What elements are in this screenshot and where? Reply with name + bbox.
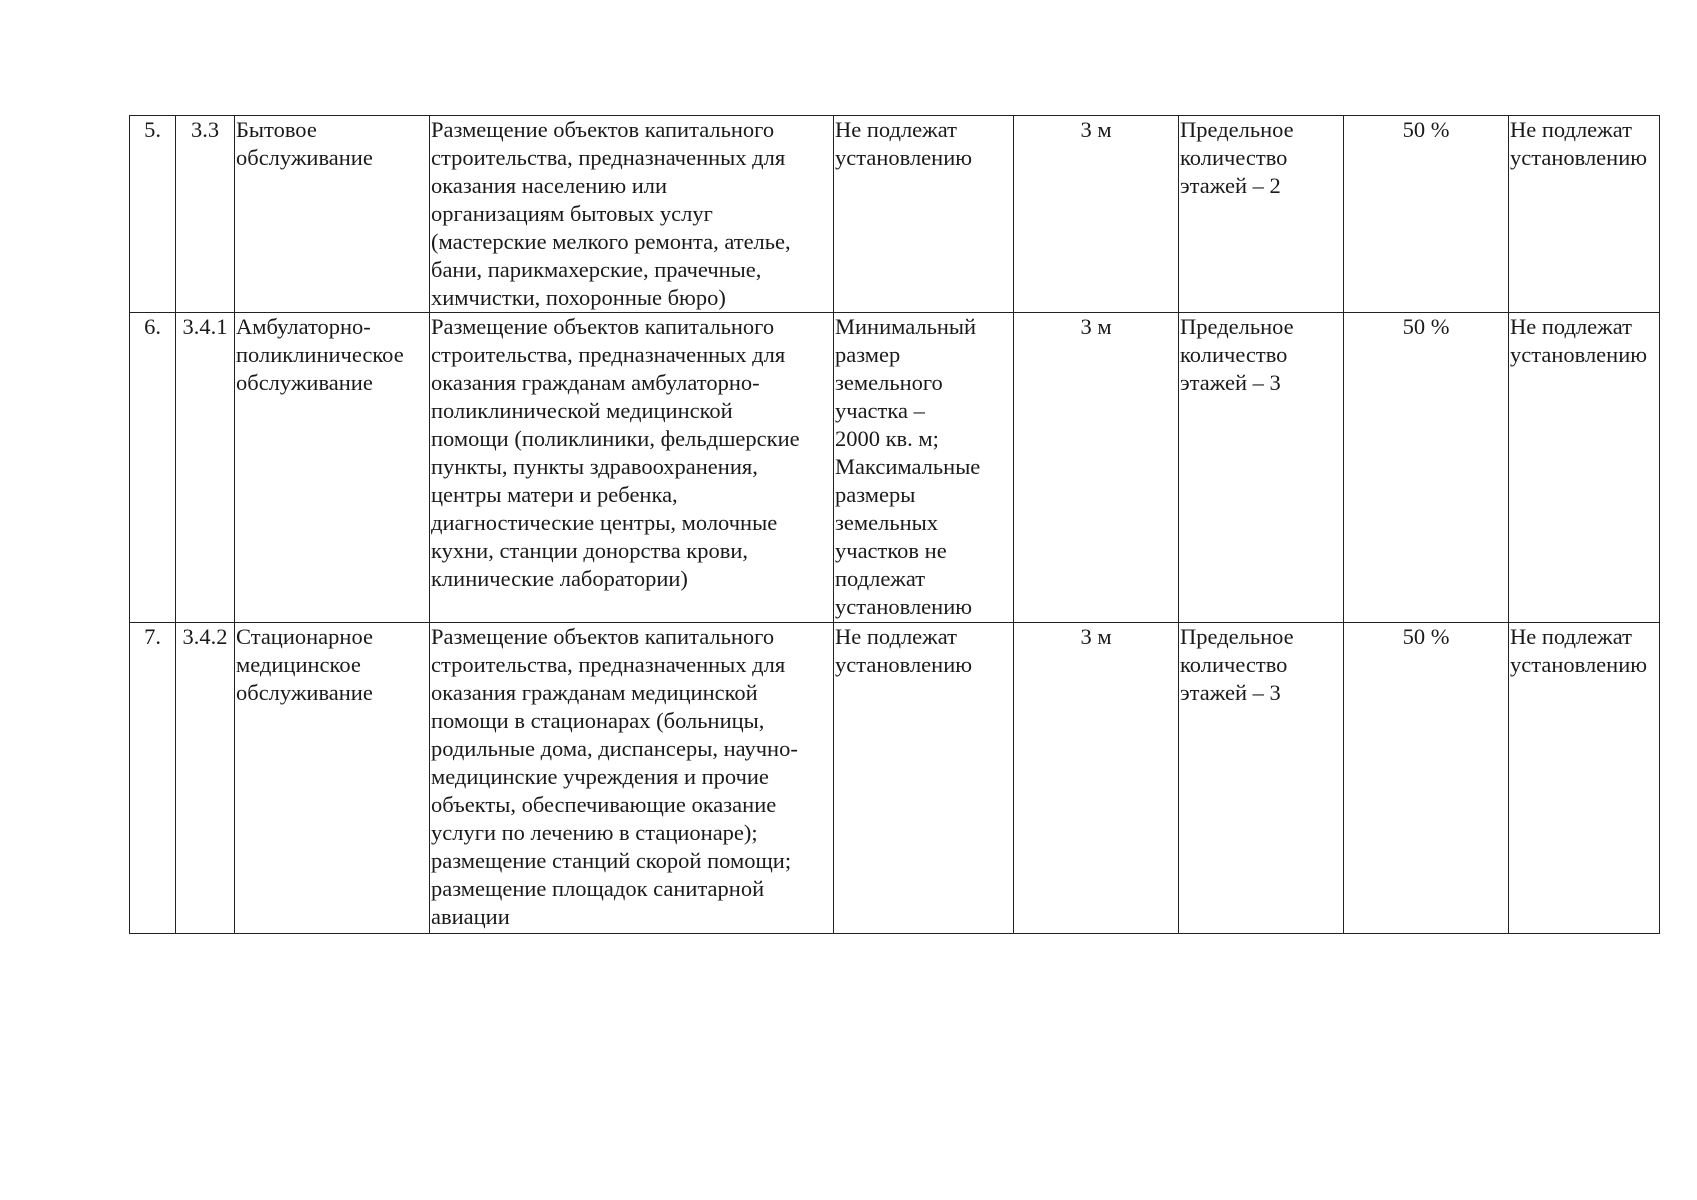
use-type-name-line: Стационарное — [236, 624, 373, 649]
plot-size-limits-line: земельного — [835, 370, 943, 395]
use-description-line: кухни, станции донорства крови, — [431, 538, 749, 563]
max-coverage-cell: 50 % — [1344, 623, 1509, 934]
classifier-code-cell: 3.3 — [176, 116, 235, 313]
use-type-name-line: Бытовое — [236, 117, 317, 142]
use-description-cell — [430, 623, 834, 934]
plot-size-limits-line: Минимальный — [835, 314, 977, 339]
use-description-line: строительства, предназначенных для — [431, 652, 786, 677]
use-description-line: размещение станций скорой помощи; — [431, 848, 792, 873]
use-description-line: помощи (поликлиники, фельдшерские — [431, 426, 800, 451]
plot-size-limits-cell — [834, 623, 1014, 934]
classifier-code-cell: 3.4.2 — [176, 623, 235, 934]
table-row — [130, 313, 1660, 623]
other-limits-cell — [1509, 313, 1660, 623]
plot-size-limits-line: земельных — [835, 510, 938, 535]
use-description-line: пункты, пункты здравоохранения, — [431, 454, 758, 479]
use-description-line: строительства, предназначенных для — [431, 145, 786, 170]
plot-size-limits-line: размер — [835, 342, 901, 367]
min-setback-cell: 3 м — [1014, 116, 1179, 313]
floor-limit-line: Предельное — [1180, 117, 1294, 142]
use-description-line: поликлинической медицинской — [431, 398, 733, 423]
plot-size-limits-line: размеры — [835, 482, 916, 507]
plot-size-limits-line: установлению — [835, 145, 973, 170]
table-row — [130, 623, 1660, 934]
use-type-name-line: Амбулаторно- — [236, 314, 371, 339]
use-description-line: Размещение объектов капитального — [431, 314, 775, 339]
use-description-line: Размещение объектов капитального — [431, 624, 775, 649]
max-coverage-cell: 50 % — [1344, 313, 1509, 623]
use-description-line: авиации — [431, 904, 510, 929]
use-description-line: объекты, обеспечивающие оказание — [431, 792, 777, 817]
plot-size-limits-line: установлению — [835, 594, 973, 619]
other-limits-line: Не подлежат — [1510, 314, 1632, 339]
floor-limit-line: Предельное — [1180, 314, 1294, 339]
plot-size-limits-line: установлению — [835, 652, 973, 677]
use-type-name-cell — [235, 313, 430, 623]
use-description-line: услуги по лечению в стационаре); — [431, 820, 758, 845]
other-limits-line: установлению — [1510, 652, 1648, 677]
other-limits-cell — [1509, 116, 1660, 313]
use-description-cell — [430, 116, 834, 313]
max-coverage-cell: 50 % — [1344, 116, 1509, 313]
floor-limit-line: количество — [1180, 652, 1288, 677]
floor-limit-cell — [1179, 313, 1344, 623]
other-limits-line: Не подлежат — [1510, 624, 1632, 649]
plot-size-limits-line: Не подлежат — [835, 117, 957, 142]
use-description-line: Размещение объектов капитального — [431, 117, 775, 142]
use-description-line: клинические лаборатории) — [431, 566, 688, 591]
plot-size-limits-line: Не подлежат — [835, 624, 957, 649]
use-description-line: строительства, предназначенных для — [431, 342, 786, 367]
floor-limit-line: количество — [1180, 342, 1288, 367]
floor-limit-line: этажей – 3 — [1180, 370, 1281, 395]
use-description-line: родильные дома, диспансеры, научно- — [431, 736, 798, 761]
use-description-cell — [430, 313, 834, 623]
use-description-line: медицинские учреждения и прочие — [431, 764, 769, 789]
plot-size-limits-line: участков не — [835, 538, 947, 563]
plot-size-limits-line: подлежат — [835, 566, 926, 591]
row-number-cell: 6. — [130, 313, 176, 623]
use-type-name-line: обслуживание — [236, 370, 373, 395]
use-type-name-cell — [235, 116, 430, 313]
use-type-name-line: поликлиническое — [236, 342, 404, 367]
other-limits-line: установлению — [1510, 342, 1648, 367]
use-description-line: центры матери и ребенка, — [431, 482, 678, 507]
use-description-line: помощи в стационарах (больницы, — [431, 708, 765, 733]
use-description-line: химчистки, похоронные бюро) — [431, 285, 726, 310]
floor-limit-line: количество — [1180, 145, 1288, 170]
floor-limit-line: Предельное — [1180, 624, 1294, 649]
floor-limit-cell — [1179, 116, 1344, 313]
plot-size-limits-line: участка – — [835, 398, 925, 423]
plot-size-limits-line: Максимальные — [835, 454, 981, 479]
plot-size-limits-cell — [834, 313, 1014, 623]
use-description-line: бани, парикмахерские, прачечные, — [431, 257, 762, 282]
other-limits-line: установлению — [1510, 145, 1648, 170]
use-description-line: оказания гражданам амбулаторно- — [431, 370, 760, 395]
use-type-name-line: обслуживание — [236, 680, 373, 705]
use-description-line: оказания гражданам медицинской — [431, 680, 758, 705]
row-number-cell: 5. — [130, 116, 176, 313]
min-setback-cell: 3 м — [1014, 623, 1179, 934]
floor-limit-cell — [1179, 623, 1344, 934]
use-description-line: организациям бытовых услуг — [431, 201, 713, 226]
use-description-line: размещение площадок санитарной — [431, 876, 765, 901]
use-description-line: оказания населению или — [431, 173, 668, 198]
floor-limit-line: этажей – 2 — [1180, 173, 1281, 198]
plot-size-limits-cell — [834, 116, 1014, 313]
row-number-cell: 7. — [130, 623, 176, 934]
use-description-line: (мастерские мелкого ремонта, ателье, — [431, 229, 791, 254]
use-type-name-cell — [235, 623, 430, 934]
min-setback-cell: 3 м — [1014, 313, 1179, 623]
use-description-line: диагностические центры, молочные — [431, 510, 778, 535]
table-body — [130, 116, 1660, 934]
regulations-table — [129, 115, 1660, 934]
plot-size-limits-line: 2000 кв. м; — [835, 426, 939, 451]
floor-limit-line: этажей – 3 — [1180, 680, 1281, 705]
use-type-name-line: обслуживание — [236, 145, 373, 170]
other-limits-line: Не подлежат — [1510, 117, 1632, 142]
table-row — [130, 116, 1660, 313]
use-type-name-line: медицинское — [236, 652, 361, 677]
other-limits-cell — [1509, 623, 1660, 934]
classifier-code-cell: 3.4.1 — [176, 313, 235, 623]
